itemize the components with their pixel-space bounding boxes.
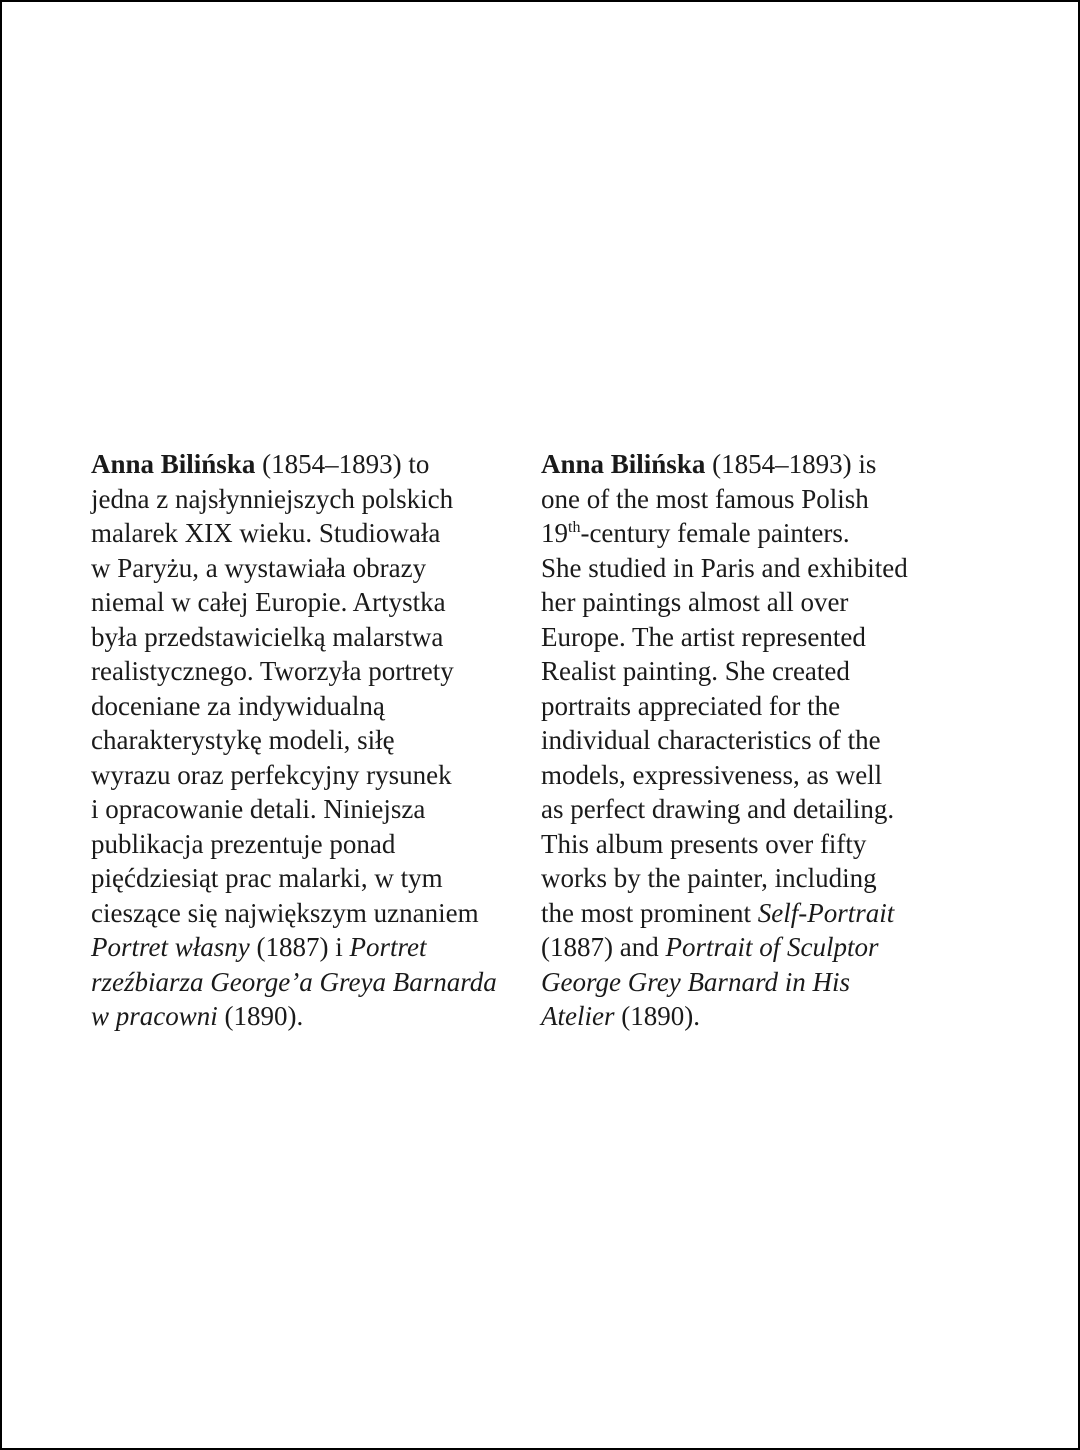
text-line: [541, 965, 961, 1000]
artwork-title: Atelier: [541, 1001, 615, 1031]
artwork-title: George Grey Barnard in His: [541, 966, 850, 997]
text-line: works by the painter, including: [541, 863, 877, 893]
text-line: realistycznego. Tworzyła portrety: [91, 656, 454, 686]
text-line: Anna Bilińska (1854–1893) to: [91, 449, 430, 479]
text-line: Realist painting. She created: [541, 656, 850, 686]
text-line: doceniane za indywidualną: [91, 690, 385, 721]
text-line: pięćdziesiąt prac malarki, w tym: [91, 863, 443, 893]
text-line: Anna Bilińska (1854–1893) is: [541, 449, 877, 479]
text-line: (1887) and Portrait of Sculptor: [541, 932, 879, 962]
artist-name: Anna Bilińska: [91, 449, 256, 479]
artwork-title: rzeźbiarza George’a Greya Barnarda: [91, 966, 497, 997]
text-line: the most prominent Self-Portrait: [541, 897, 895, 928]
text-line: jedna z najsłynniejszych polskich: [91, 483, 454, 514]
english-description: [541, 447, 961, 1034]
text-line: Portret własny (1887) i Portret: [91, 932, 427, 962]
text-line: była przedstawicielką malarstwa: [91, 621, 444, 652]
text-line: i opracowanie detali. Niniejsza: [91, 794, 426, 824]
text-line: w pracowni (1890).: [91, 1001, 304, 1031]
text-line: individual characteristics of the: [541, 725, 881, 755]
text-line: charakterystykę modeli, siłę: [91, 725, 395, 755]
text-line: as perfect drawing and detailing.: [541, 794, 895, 824]
text-line: her paintings almost all over: [541, 587, 849, 617]
ordinal-suffix: th: [568, 519, 581, 536]
polish-description: [91, 447, 511, 1034]
text-line: Europe. The artist represented: [541, 621, 866, 652]
text-line: 19th-century female painters.: [541, 518, 850, 548]
text-line: models, expressiveness, as well: [541, 759, 883, 790]
text-line: one of the most famous Polish: [541, 483, 869, 514]
artwork-title: Self-Portrait: [757, 897, 895, 928]
artwork-title: Portret własny: [91, 932, 250, 962]
artwork-title: w pracowni: [91, 1001, 218, 1031]
text-line: She studied in Paris and exhibited: [541, 552, 908, 583]
artist-name: Anna Bilińska: [541, 449, 706, 479]
artwork-title: Portret: [349, 932, 427, 962]
artwork-title: Portrait of Sculptor: [665, 932, 879, 962]
text-line: malarek XIX wieku. Studiowała: [91, 518, 441, 548]
text-line: cieszące się największym uznaniem: [91, 897, 479, 928]
text-line: publikacja prezentuje ponad: [91, 828, 396, 859]
text-line: portraits appreciated for the: [541, 690, 841, 721]
text-line: niemal w całej Europie. Artystka: [91, 587, 446, 617]
text-line: w Paryżu, a wystawiała obrazy: [91, 552, 427, 583]
text-line: [91, 965, 511, 1000]
text-line: Atelier (1890).: [541, 1001, 700, 1031]
text-line: wyrazu oraz perfekcyjny rysunek: [91, 759, 452, 790]
text-line: This album presents over fifty: [541, 828, 867, 859]
